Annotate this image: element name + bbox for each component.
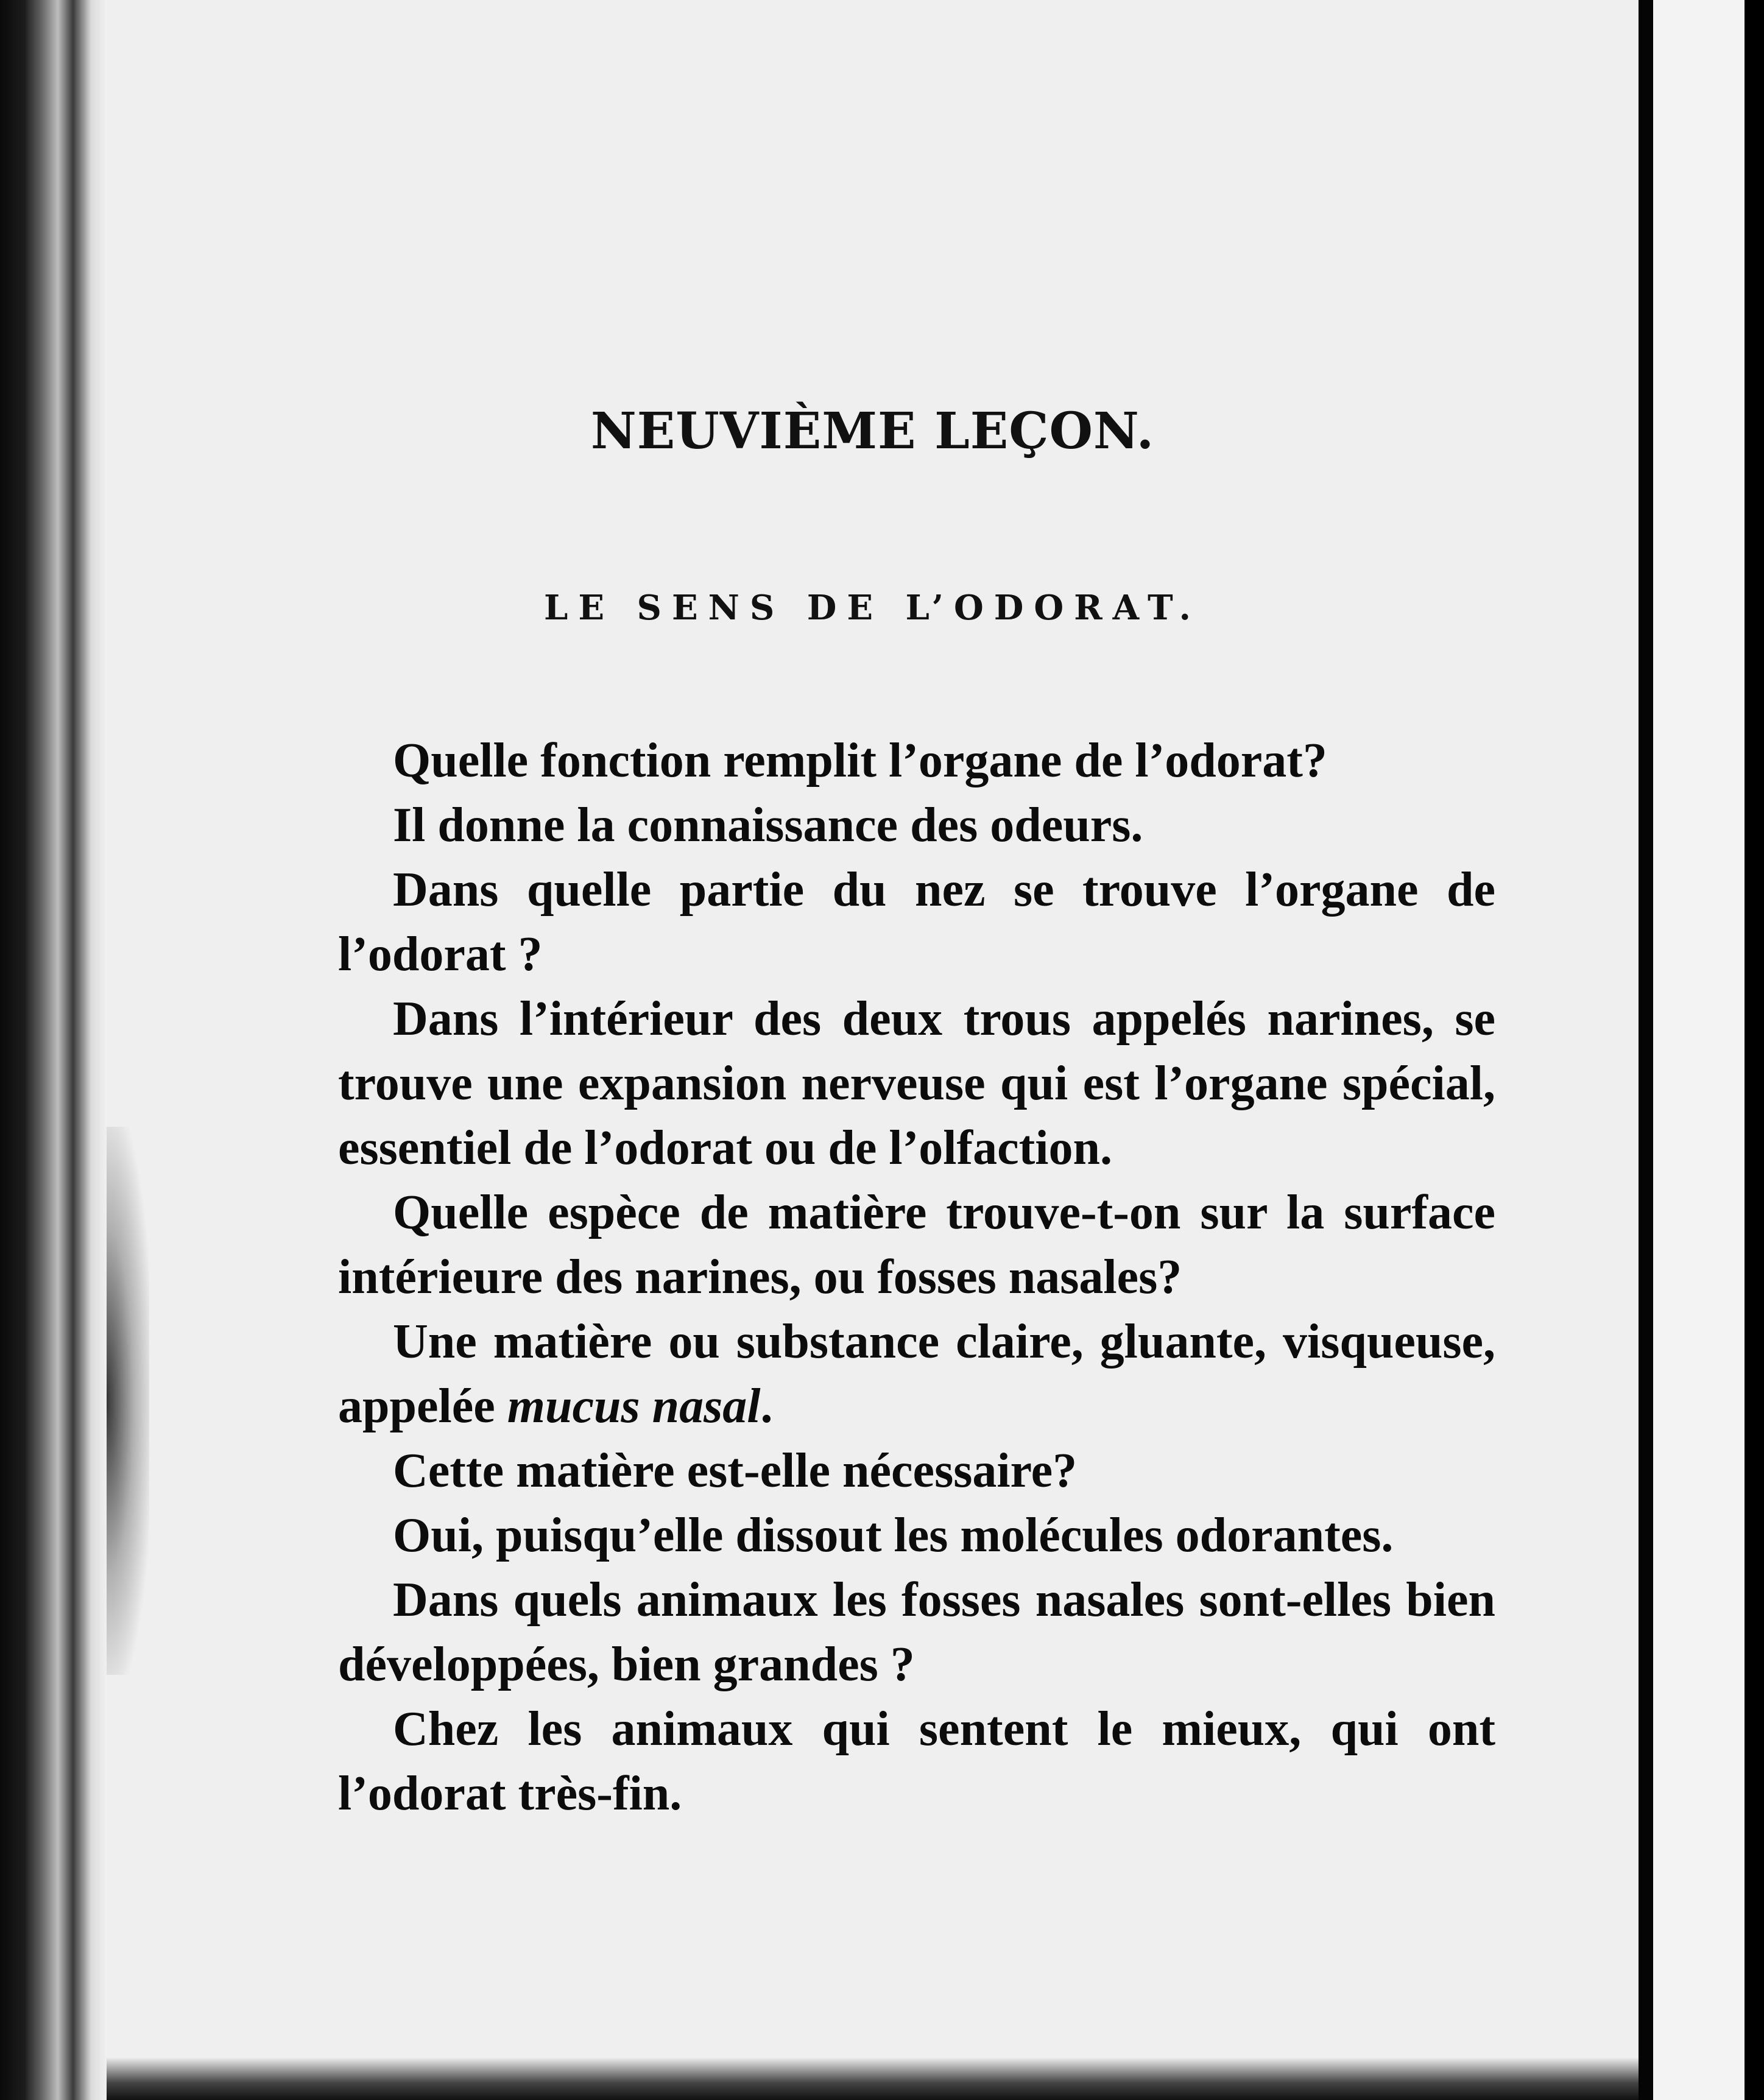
answer-paragraph: Il donne la connaissance des odeurs. [393, 798, 1143, 852]
question-paragraph: Cette matière est-elle nécessaire? [393, 1444, 1078, 1498]
answer-paragraph [338, 1309, 1495, 1439]
ink-bleed-left [107, 1127, 149, 1675]
question-paragraph: Dans quels animaux les fosses nasales sont-elles bien développées, bien grandes ? [338, 1573, 1495, 1691]
lesson-body [338, 728, 1495, 1826]
question-paragraph: Quelle espèce de matière trouve-t-on sur la surface intérieure des narines, ou fosses nasales? [338, 1186, 1495, 1304]
facing-page-edge [1653, 0, 1745, 2100]
lesson-title: NEUVIÈME LEÇON. [590, 402, 1155, 460]
answer-paragraph: Oui, puisqu’elle dissout les molécules odorantes. [393, 1509, 1394, 1562]
book-edge [0, 0, 116, 2100]
answer-paragraph: Chez les animaux qui sentent le mieux, qui ont l’odorat très-fin. [338, 1702, 1495, 1820]
page-bottom-shadow [107, 2057, 1639, 2100]
italic-term: mucus nasal [507, 1379, 761, 1433]
question-paragraph: Quelle fonction remplit l’organe de l’odorat? [393, 734, 1327, 788]
lesson-subtitle: LE SENS DE L’ODORAT. [544, 588, 1201, 628]
scan-right-border [1745, 0, 1764, 2100]
book-gutter [1639, 0, 1653, 2100]
answer-text: Une matière ou substance claire, gluante, visqueuse, appelée [338, 1315, 1495, 1433]
answer-text-end: . [760, 1379, 773, 1433]
answer-paragraph: Dans l’intérieur des deux trous appelés narines, se trouve une expansion nerveuse qui est l’organe spécial, essentiel de l’odorat ou de l’olfaction. [338, 992, 1495, 1175]
question-paragraph: Dans quelle partie du nez se trouve l’organe de l’odorat ? [338, 863, 1495, 981]
